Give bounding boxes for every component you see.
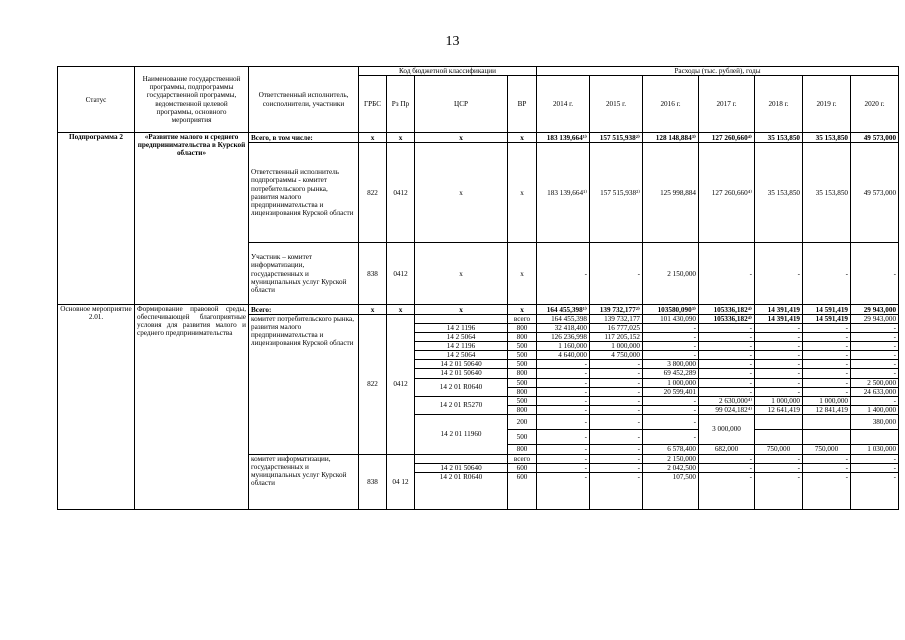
cell-value: 49 573,000 <box>851 133 899 143</box>
cell-value: 2 042,500 <box>643 463 699 472</box>
cell-value: - <box>537 444 590 454</box>
cell-value: 380,000 <box>851 414 899 429</box>
cell-value: - <box>755 463 803 472</box>
cell-value: 1 030,000 <box>851 444 899 454</box>
cell-value: - <box>803 360 851 369</box>
cell-value: - <box>851 454 899 463</box>
cell-value: 682,000 <box>699 444 755 454</box>
cell-value: 35 153,850 <box>755 143 803 243</box>
cell-csr: 14 2 1196 <box>415 342 508 351</box>
cell-grbs: 822 <box>359 143 387 243</box>
cell-value: - <box>851 333 899 342</box>
cell-value: 35 153,850 <box>803 133 851 143</box>
measure-status: Основное мероприятие 2.01. <box>58 305 135 510</box>
cell-value: 6 578,400 <box>643 444 699 454</box>
cell-value: - <box>803 369 851 378</box>
header-bcc-group: Код бюджетной классификации <box>359 67 537 76</box>
subprogram-responsible-label: Ответственный исполнитель подпрограммы - комитет потребительского рынка, развития малого предпринимательства и лицензирования Курской области <box>249 143 359 243</box>
cell-value: - <box>851 369 899 378</box>
cell-value: 107,500 <box>643 472 699 509</box>
cell-value: - <box>699 472 755 509</box>
cell-value: - <box>851 396 899 405</box>
cell-value: - <box>699 454 755 463</box>
cell-value: - <box>590 405 643 414</box>
cell-vr: 500 <box>508 396 537 405</box>
cell-value: 35 153,850 <box>803 143 851 243</box>
cell-value: 2 150,000 <box>643 454 699 463</box>
cell-value: 4 640,000 <box>537 351 590 360</box>
cell-value: - <box>537 429 590 444</box>
cell-vr: х <box>508 305 537 315</box>
cell-value: - <box>537 454 590 463</box>
cell-vr: всего <box>508 315 537 324</box>
cell-value: 1 000,000 <box>590 342 643 351</box>
cell-value <box>755 429 803 444</box>
cell-value: 101 430,090 <box>643 315 699 324</box>
cell-value: - <box>755 378 803 387</box>
cell-value: - <box>699 463 755 472</box>
header-year: 2017 г. <box>699 76 755 133</box>
cell-value: - <box>643 342 699 351</box>
cell-value: - <box>643 414 699 429</box>
cell-value: - <box>590 243 643 305</box>
budget-table <box>57 66 899 510</box>
cell-csr: 14 2 01 R5270 <box>415 396 508 414</box>
cell-value: - <box>851 351 899 360</box>
cell-value: - <box>803 342 851 351</box>
cell-value: - <box>590 369 643 378</box>
header-csr: ЦСР <box>415 76 508 133</box>
cell-grbs: х <box>359 133 387 143</box>
cell-vr: 600 <box>508 463 537 472</box>
cell-value: - <box>755 351 803 360</box>
cell-value: - <box>590 387 643 396</box>
cell-vr: 800 <box>508 405 537 414</box>
cell-value: 164 455,398 <box>537 315 590 324</box>
cell-vr: х <box>508 133 537 143</box>
cell-value: - <box>803 463 851 472</box>
cell-value: 117 205,152 <box>590 333 643 342</box>
cell-value: 139 732,177 <box>590 315 643 324</box>
cell-value: - <box>537 360 590 369</box>
cell-value: 1 000,000 <box>755 396 803 405</box>
cell-value: - <box>803 387 851 396</box>
cell-value: - <box>755 243 803 305</box>
cell-value: - <box>851 342 899 351</box>
cell-value: 14 391,419 <box>755 305 803 315</box>
cell-value: - <box>755 387 803 396</box>
cell-value: 103580,090³⁾ <box>643 305 699 315</box>
cell-value: 183 139,664¹⁾ <box>537 133 590 143</box>
cell-value <box>755 414 803 429</box>
subprogram-total-label: Всего, в том числе: <box>249 133 359 143</box>
committee2-grbs: 838 <box>359 454 387 509</box>
committee2-label: комитет информатизации, государственных и муниципальных услуг Курской области <box>249 454 359 509</box>
header-expenses-group: Расходы (тыс. рублей), годы <box>537 67 899 76</box>
cell-vr: 200 <box>508 414 537 429</box>
cell-vr: 800 <box>508 369 537 378</box>
cell-vr: х <box>508 243 537 305</box>
committee2-rzpr: 04 12 <box>387 454 415 509</box>
cell-value: - <box>755 472 803 509</box>
cell-value: - <box>699 387 755 396</box>
cell-value: 750,000 <box>803 444 851 454</box>
cell-value: - <box>537 463 590 472</box>
cell-csr: х <box>415 243 508 305</box>
cell-value: 2 630,000⁴⁾ <box>699 396 755 405</box>
cell-value: 29 943,000 <box>851 305 899 315</box>
cell-rzpr: х <box>387 133 415 143</box>
cell-value: - <box>851 472 899 509</box>
cell-value: 2 500,000 <box>851 378 899 387</box>
cell-value: - <box>537 387 590 396</box>
cell-value: 127 260,660⁴⁾ <box>699 143 755 243</box>
cell-csr: 14 2 01 50640 <box>415 360 508 369</box>
header-status: Статус <box>58 67 135 133</box>
cell-vr: 800 <box>508 324 537 333</box>
cell-value: 24 633,000 <box>851 387 899 396</box>
measure-name: Формирование правовой среды, обеспечивающей благоприятные условия для развития малого и среднего предпринимательства <box>135 305 249 510</box>
cell-value: - <box>537 369 590 378</box>
cell-csr <box>415 315 508 324</box>
cell-value: 1 000,000 <box>803 396 851 405</box>
cell-csr: 14 2 5064 <box>415 351 508 360</box>
cell-value: - <box>643 333 699 342</box>
cell-value: - <box>643 324 699 333</box>
cell-vr: 500 <box>508 342 537 351</box>
committee1-rzpr: 0412 <box>387 315 415 455</box>
header-name: Наименование государственной программы, подпрограммы государственной программы, ведомственной целевой программы, основного мероприятия <box>135 67 249 133</box>
cell-value: - <box>537 405 590 414</box>
cell-vr: 800 <box>508 387 537 396</box>
cell-value <box>851 429 899 444</box>
cell-value: - <box>699 378 755 387</box>
cell-rzpr: х <box>387 305 415 315</box>
cell-value: - <box>643 351 699 360</box>
cell-vr: 800 <box>508 333 537 342</box>
cell-value: 125 998,884 <box>643 143 699 243</box>
cell-value: - <box>803 243 851 305</box>
cell-value: - <box>699 369 755 378</box>
cell-value: 183 139,664¹⁾ <box>537 143 590 243</box>
cell-vr: 500 <box>508 360 537 369</box>
cell-value: - <box>699 243 755 305</box>
cell-value: - <box>643 405 699 414</box>
committee1-grbs: 822 <box>359 315 387 455</box>
cell-value: 12 641,419 <box>755 405 803 414</box>
cell-vr: 500 <box>508 429 537 444</box>
cell-csr: 14 2 01 R0640 <box>415 472 508 509</box>
cell-value: - <box>755 360 803 369</box>
cell-vr: всего <box>508 454 537 463</box>
cell-value: - <box>590 360 643 369</box>
header-vr: ВР <box>508 76 537 133</box>
cell-value <box>803 429 851 444</box>
cell-csr: 14 2 01 50640 <box>415 463 508 472</box>
cell-value: 99 024,182⁴⁾ <box>699 405 755 414</box>
cell-value: - <box>803 324 851 333</box>
cell-value: - <box>590 463 643 472</box>
cell-value: - <box>803 472 851 509</box>
cell-value: - <box>755 454 803 463</box>
cell-value: 14 591,419 <box>803 315 851 324</box>
cell-rzpr: 0412 <box>387 143 415 243</box>
cell-value: - <box>590 444 643 454</box>
cell-csr: х <box>415 305 508 315</box>
cell-value: - <box>755 369 803 378</box>
cell-vr: х <box>508 143 537 243</box>
header-year: 2015 г. <box>590 76 643 133</box>
cell-csr: х <box>415 133 508 143</box>
measure-total-label: Всего: <box>249 305 359 315</box>
header-year: 2018 г. <box>755 76 803 133</box>
cell-value: 127 260,660⁴⁾ <box>699 133 755 143</box>
cell-vr: 800 <box>508 444 537 454</box>
cell-value: - <box>590 396 643 405</box>
subprogram-participant-label: Участник – комитет информатизации, государственных и муниципальных услуг Курской области <box>249 243 359 305</box>
cell-value: - <box>755 333 803 342</box>
cell-grbs: х <box>359 305 387 315</box>
cell-csr <box>415 454 508 463</box>
cell-value: - <box>699 342 755 351</box>
cell-value: - <box>537 378 590 387</box>
subprogram-name: «Развитие малого и среднего предпринимательства в Курской области» <box>135 133 249 305</box>
cell-grbs: 838 <box>359 243 387 305</box>
cell-value: 35 153,850 <box>755 133 803 143</box>
cell-value <box>803 414 851 429</box>
cell-rzpr: 0412 <box>387 243 415 305</box>
cell-value: - <box>851 324 899 333</box>
cell-value: - <box>590 429 643 444</box>
cell-vr: 500 <box>508 378 537 387</box>
cell-value: - <box>803 333 851 342</box>
cell-value: - <box>755 342 803 351</box>
cell-value: 139 732,177²⁾ <box>590 305 643 315</box>
cell-value: 1 400,000 <box>851 405 899 414</box>
cell-value: - <box>537 243 590 305</box>
cell-value: - <box>851 463 899 472</box>
cell-csr: 14 2 01 11960 <box>415 414 508 454</box>
page-number: 13 <box>445 34 460 49</box>
cell-value: - <box>803 454 851 463</box>
cell-value: - <box>803 378 851 387</box>
cell-value: - <box>851 243 899 305</box>
table-row <box>58 133 899 143</box>
header-rzpr: Рз Пр <box>387 76 415 133</box>
cell-value: - <box>590 414 643 429</box>
cell-value: 3 000,000 <box>699 414 755 444</box>
cell-value: 14 391,419 <box>755 315 803 324</box>
cell-value: 49 573,000 <box>851 143 899 243</box>
cell-csr: 14 2 01 50640 <box>415 369 508 378</box>
cell-value: 14 591,419 <box>803 305 851 315</box>
cell-vr: 600 <box>508 472 537 509</box>
cell-csr: 14 2 5064 <box>415 333 508 342</box>
cell-value: 3 800,000 <box>643 360 699 369</box>
cell-value: - <box>537 396 590 405</box>
subprogram-status: Подпрограмма 2 <box>58 133 135 305</box>
cell-value: - <box>643 396 699 405</box>
cell-value: - <box>643 429 699 444</box>
cell-csr: 14 2 01 R0640 <box>415 378 508 396</box>
cell-csr: 14 2 1196 <box>415 324 508 333</box>
cell-value: - <box>699 351 755 360</box>
cell-value: 128 148,884³⁾ <box>643 133 699 143</box>
cell-value: - <box>699 324 755 333</box>
cell-value: 1 160,000 <box>537 342 590 351</box>
cell-value: 12 841,419 <box>803 405 851 414</box>
cell-vr: 500 <box>508 351 537 360</box>
cell-value: - <box>590 378 643 387</box>
cell-value: 32 418,400 <box>537 324 590 333</box>
cell-value: 69 452,289 <box>643 369 699 378</box>
cell-value: 1 000,000 <box>643 378 699 387</box>
header-year: 2019 г. <box>803 76 851 133</box>
cell-value: 126 236,998 <box>537 333 590 342</box>
cell-value: - <box>590 454 643 463</box>
cell-value: 4 750,000 <box>590 351 643 360</box>
header-grbs: ГРБС <box>359 76 387 133</box>
header-year: 2014 г. <box>537 76 590 133</box>
cell-value: 2 150,000 <box>643 243 699 305</box>
cell-value: - <box>851 360 899 369</box>
cell-value: 20 599,401 <box>643 387 699 396</box>
cell-value: 157 515,938²⁾ <box>590 133 643 143</box>
cell-value: 750,000 <box>755 444 803 454</box>
cell-value: 29 943,000 <box>851 315 899 324</box>
cell-value: - <box>537 472 590 509</box>
committee1-label: комитет потребительского рынка, развития малого предпринимательства и лицензирования Курской области <box>249 315 359 455</box>
cell-value: 105336,182⁴⁾ <box>699 305 755 315</box>
cell-value: 105336,182⁴⁾ <box>699 315 755 324</box>
header-year: 2016 г. <box>643 76 699 133</box>
cell-value: - <box>699 333 755 342</box>
cell-value: 164 455,398¹⁾ <box>537 305 590 315</box>
header-executor: Ответственный исполнитель, соисполнители, участники <box>249 67 359 133</box>
cell-value: - <box>537 414 590 429</box>
cell-value: - <box>590 472 643 509</box>
cell-value: 157 515,938²⁾ <box>590 143 643 243</box>
cell-value: - <box>699 360 755 369</box>
cell-value: - <box>755 324 803 333</box>
cell-csr: х <box>415 143 508 243</box>
table-row <box>58 305 899 315</box>
cell-value: - <box>803 351 851 360</box>
cell-value: 16 777,025 <box>590 324 643 333</box>
header-year: 2020 г. <box>851 76 899 133</box>
